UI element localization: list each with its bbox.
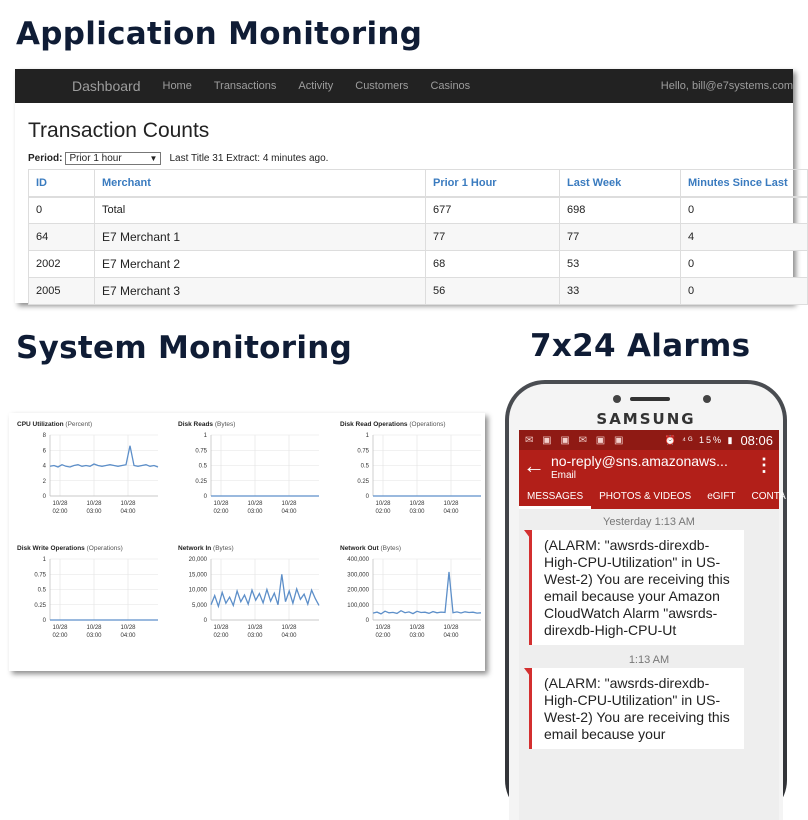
y-tick-label: 0 (42, 618, 46, 624)
phone-screen (519, 430, 786, 820)
more-options-icon[interactable]: ⋮ (755, 455, 773, 475)
x-tick-label: 02:00 (213, 633, 229, 639)
y-tick-label: 15,000 (188, 572, 207, 579)
back-arrow-icon[interactable]: ← (523, 453, 545, 478)
x-tick-label: 10/28 (120, 625, 136, 631)
disk-write-operations-chart (15, 539, 165, 651)
cell-last-week: 698 (560, 197, 681, 224)
x-tick-label: 02:00 (52, 509, 68, 515)
disk-reads-chart (176, 415, 326, 527)
disk-read-operations-chart (338, 415, 488, 527)
chart-title: Disk Reads (Bytes) (178, 421, 236, 428)
cell-id: 64 (29, 224, 95, 251)
cell-merchant: E7 Merchant 1 (95, 224, 426, 251)
chart-title: Disk Write Operations (Operations) (17, 545, 123, 552)
chart-svg (176, 539, 326, 651)
cell-last-week: 77 (560, 224, 681, 251)
column-header-merchant[interactable]: Merchant (95, 170, 426, 197)
chart-title: Disk Read Operations (Operations) (340, 421, 446, 428)
sender-address: no-reply@sns.amazonaws... (551, 453, 728, 469)
status-indicators: ⏰ ⁴ᴳ 15% ▮ (664, 434, 735, 445)
cell-prior-1-hour: 68 (426, 251, 560, 278)
x-tick-label: 10/28 (52, 501, 68, 507)
y-tick-label: 0 (365, 618, 369, 624)
cell-id: 2002 (29, 251, 95, 278)
y-tick-label: 0.25 (34, 602, 46, 609)
y-tick-label: 1 (203, 433, 207, 439)
period-select[interactable] (65, 152, 161, 165)
x-tick-label: 10/28 (281, 625, 297, 631)
table-row (29, 197, 808, 224)
x-tick-label: 03:00 (86, 633, 102, 639)
tab-messages[interactable]: MESSAGES (519, 484, 591, 509)
x-tick-label: 04:00 (281, 509, 297, 515)
y-tick-label: 400,000 (347, 557, 369, 563)
application-monitoring-heading: Application Monitoring (16, 16, 423, 52)
y-tick-label: 0 (42, 494, 46, 500)
y-tick-label: 6 (42, 448, 46, 455)
y-tick-label: 0.25 (357, 478, 369, 485)
phone-brand-logo: SAMSUNG (596, 410, 696, 428)
x-tick-label: 10/28 (375, 501, 391, 507)
x-tick-label: 10/28 (86, 625, 102, 631)
table-row (29, 251, 808, 278)
series-line (211, 574, 319, 606)
y-tick-label: 0 (365, 494, 369, 500)
chart-unit: (Bytes) (213, 421, 236, 428)
x-tick-label: 10/28 (409, 625, 425, 631)
cell-id: 2005 (29, 278, 95, 305)
x-tick-label: 10/28 (247, 625, 263, 631)
system-monitoring-heading: System Monitoring (16, 330, 353, 366)
nav-link-customers[interactable]: Customers (355, 80, 409, 92)
cell-prior-1-hour: 677 (426, 197, 560, 224)
table-row (29, 224, 808, 251)
status-time: 08:06 (740, 432, 773, 448)
x-tick-label: 04:00 (443, 509, 459, 515)
y-tick-label: 0.5 (360, 463, 369, 470)
cell-last-week: 33 (560, 278, 681, 305)
cell-minutes-since-last: 4 (681, 224, 808, 251)
navbar-brand[interactable]: Dashboard (72, 78, 141, 94)
cell-prior-1-hour: 56 (426, 278, 560, 305)
message-text: (ALARM: "awsrds-direxdb-High-CPU-Utilization" in US-West-2) You are receiving this email because your (544, 675, 730, 742)
x-tick-label: 10/28 (86, 501, 102, 507)
chart-unit: (Bytes) (378, 545, 402, 552)
x-tick-label: 03:00 (247, 633, 263, 639)
page-title: Transaction Counts (28, 119, 210, 142)
tab-photos-videos[interactable]: PHOTOS & VIDEOS (599, 491, 692, 502)
cell-minutes-since-last: 0 (681, 251, 808, 278)
x-tick-label: 02:00 (52, 633, 68, 639)
system-monitoring-panel (9, 413, 485, 671)
chart-title: CPU Utilization (Percent) (17, 421, 93, 428)
y-tick-label: 0 (203, 618, 207, 624)
x-tick-label: 02:00 (375, 509, 391, 515)
tab-contacts[interactable]: CONTA (751, 491, 786, 502)
y-tick-label: 0.5 (37, 587, 46, 594)
column-header-prior-1-hour[interactable]: Prior 1 Hour (426, 170, 560, 197)
nav-link-casinos[interactable]: Casinos (430, 80, 471, 92)
alarms-heading: 7x24 Alarms (530, 328, 751, 364)
y-tick-label: 0.75 (195, 448, 207, 455)
bubble-tail (524, 668, 530, 676)
series-line (373, 572, 481, 614)
chart-unit: (Percent) (63, 421, 93, 428)
cell-minutes-since-last: 0 (681, 278, 808, 305)
cell-id: 0 (29, 197, 95, 224)
extract-status-text: Last Title 31 Extract: 4 minutes ago. (169, 152, 329, 164)
x-tick-label: 10/28 (120, 501, 136, 507)
x-tick-label: 04:00 (120, 633, 136, 639)
table-header-row (29, 170, 808, 197)
notification-icons: ✉ ▣ ▣ ✉ ▣ ▣ (525, 434, 627, 446)
y-tick-label: 1 (42, 557, 46, 563)
column-header-minutes-since-last[interactable]: Minutes Since Last (681, 170, 808, 197)
x-tick-label: 10/28 (52, 625, 68, 631)
y-tick-label: 300,000 (347, 572, 369, 579)
y-tick-label: 4 (42, 463, 46, 470)
cell-minutes-since-last: 0 (681, 197, 808, 224)
y-tick-label: 0 (203, 494, 207, 500)
x-tick-label: 10/28 (409, 501, 425, 507)
x-tick-label: 10/28 (213, 501, 229, 507)
cell-merchant: Total (95, 197, 426, 224)
y-tick-label: 0.5 (198, 463, 207, 470)
phone-camera (703, 395, 711, 403)
chart-svg (15, 539, 165, 651)
message-bubble[interactable] (529, 668, 744, 749)
cell-merchant: E7 Merchant 3 (95, 278, 426, 305)
nav-link-activity[interactable]: Activity (298, 80, 334, 92)
nav-link-transactions[interactable]: Transactions (213, 80, 277, 92)
table-row (29, 278, 808, 305)
y-tick-label: 0.75 (357, 448, 369, 455)
y-tick-label: 5,000 (191, 602, 207, 609)
cpu-utilization-chart (15, 415, 165, 527)
navbar (15, 69, 793, 103)
x-tick-label: 03:00 (86, 509, 102, 515)
chart-title: Network Out (Bytes) (340, 545, 402, 552)
y-tick-label: 0.25 (195, 478, 207, 485)
x-tick-label: 04:00 (120, 509, 136, 515)
chart-svg (338, 539, 488, 651)
column-header-last-week[interactable]: Last Week (560, 170, 681, 197)
y-tick-label: 8 (42, 433, 46, 439)
x-tick-label: 10/28 (213, 625, 229, 631)
y-tick-label: 10,000 (188, 587, 207, 594)
transaction-dashboard-panel (15, 69, 793, 303)
message-text: (ALARM: "awsrds-direxdb-High-CPU-Utilization" in US-West-2) You are receiving this email because your Amazon CloudWatch Alarm "awsrds-direxdb-High-CPU-Ut (544, 537, 730, 638)
x-tick-label: 10/28 (443, 625, 459, 631)
user-greeting[interactable]: Hello, bill@e7systems.com (660, 80, 793, 92)
x-tick-label: 04:00 (443, 633, 459, 639)
nav-link-home[interactable]: Home (162, 80, 192, 92)
chart-svg (176, 415, 326, 527)
bubble-tail (524, 530, 530, 538)
transaction-counts-table (28, 169, 808, 305)
network-out-chart (338, 539, 488, 651)
x-tick-label: 04:00 (281, 633, 297, 639)
chevron-down-icon: ▼ (149, 153, 158, 163)
y-tick-label: 200,000 (347, 587, 369, 594)
x-tick-label: 10/28 (443, 501, 459, 507)
phone-speaker (630, 397, 670, 401)
message-date: 1:13 AM (628, 654, 670, 666)
email-app-bar (519, 450, 779, 484)
chart-svg (15, 415, 165, 527)
chart-title: Network In (Bytes) (178, 545, 234, 552)
y-tick-label: 0.75 (34, 572, 46, 579)
x-tick-label: 03:00 (409, 509, 425, 515)
cell-last-week: 53 (560, 251, 681, 278)
tab-egift[interactable]: eGIFT (707, 491, 736, 502)
chart-unit: (Operations) (407, 421, 446, 428)
y-tick-label: 2 (42, 478, 46, 485)
x-tick-label: 03:00 (409, 633, 425, 639)
status-bar (519, 430, 779, 450)
series-line (50, 446, 158, 467)
network-in-chart (176, 539, 326, 651)
x-tick-label: 03:00 (247, 509, 263, 515)
sender-subtitle: Email (551, 470, 577, 481)
x-tick-label: 10/28 (281, 501, 297, 507)
column-header-id[interactable]: ID (29, 170, 95, 197)
period-select-value: Prior 1 hour (69, 152, 122, 164)
message-date: Yesterday 1:13 AM (603, 516, 695, 528)
x-tick-label: 10/28 (375, 625, 391, 631)
conversation-tabs (519, 484, 786, 509)
chart-unit: (Bytes) (211, 545, 234, 552)
cell-prior-1-hour: 77 (426, 224, 560, 251)
period-label: Period: (28, 152, 63, 164)
chart-unit: (Operations) (84, 545, 123, 552)
x-tick-label: 02:00 (213, 509, 229, 515)
phone-sensor (613, 395, 621, 403)
y-tick-label: 20,000 (188, 557, 207, 563)
phone-device (505, 380, 787, 820)
cell-merchant: E7 Merchant 2 (95, 251, 426, 278)
y-tick-label: 100,000 (347, 602, 369, 609)
x-tick-label: 10/28 (247, 501, 263, 507)
message-bubble[interactable] (529, 530, 744, 645)
period-row (28, 151, 793, 165)
x-tick-label: 02:00 (375, 633, 391, 639)
y-tick-label: 1 (365, 433, 369, 439)
chart-svg (338, 415, 488, 527)
